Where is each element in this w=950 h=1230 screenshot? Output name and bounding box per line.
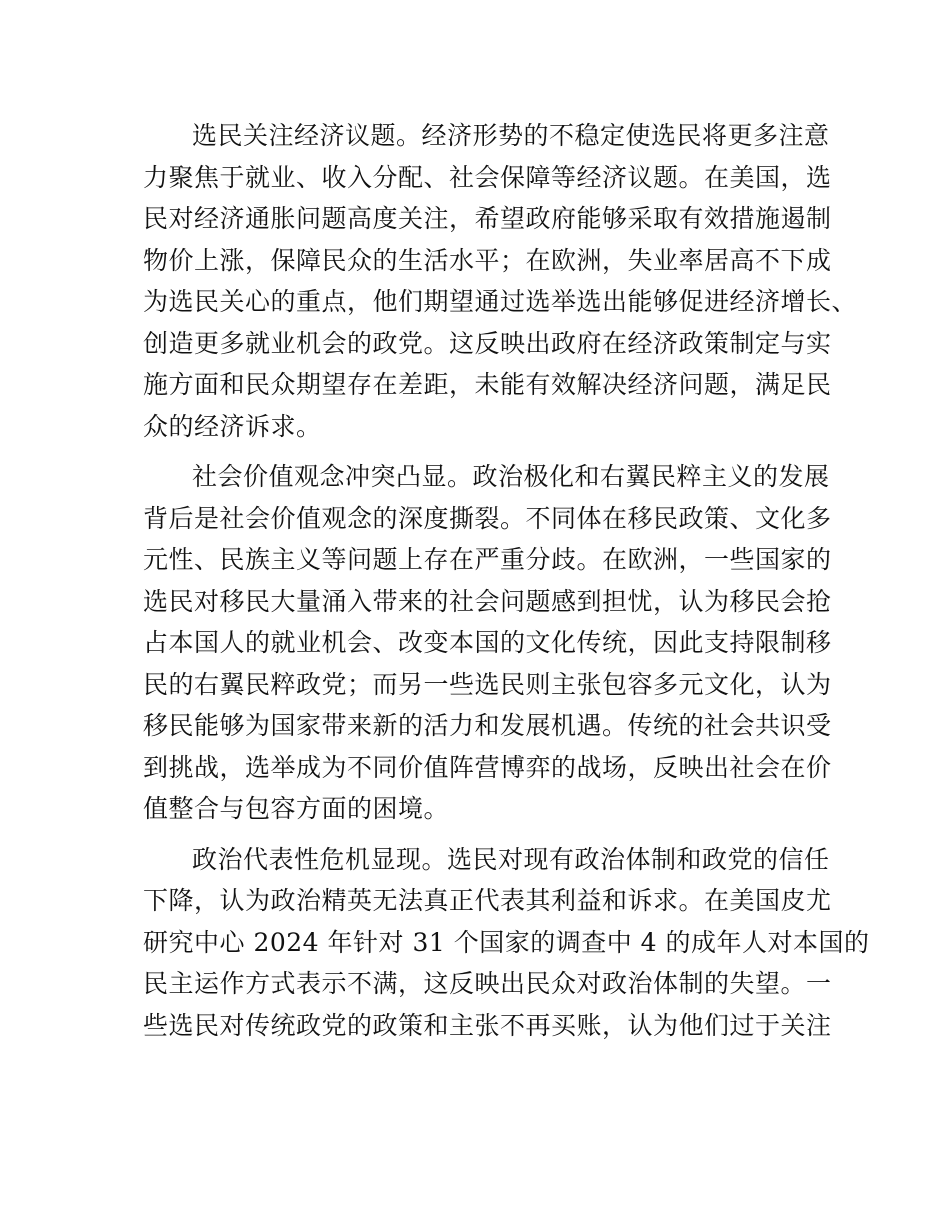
text-line: 选民关注经济议题。经济形势的不稳定使选民将更多注意 — [192, 121, 830, 150]
paragraph-social-values — [143, 456, 832, 830]
text-line: 社会价值观念冲突凸显。政治极化和右翼民粹主义的发展 — [192, 462, 830, 491]
text-line: 元性、民族主义等问题上存在严重分歧。在欧洲，一些国家的 — [143, 545, 832, 574]
text-line: 力聚焦于就业、收入分配、社会保障等经济议题。在美国，选 — [143, 162, 832, 192]
text-line: 选民对移民大量涌入带来的社会问题感到担忧，认为移民会抢 — [143, 586, 832, 616]
text-line: 值整合与包容方面的困境。 — [143, 794, 450, 823]
text-line: 民对经济通胀问题高度关注，希望政府能够采取有效措施遏制 — [143, 204, 832, 233]
text-line: 移民能够为国家带来新的活力和发展机遇。传统的社会共识受 — [143, 711, 832, 740]
text-line: 为选民关心的重点，他们期望通过选举选出能够促进经济增长、 — [143, 287, 858, 316]
paragraph-political-representation — [143, 839, 870, 1047]
text-line: 民的右翼民粹政党；而另一些选民则主张包容多元文化，认为 — [143, 669, 832, 699]
text-line: 众的经济诉求。 — [143, 411, 322, 441]
text-line: 物价上涨，保障民众的生活水平；在欧洲，失业率居高不下成 — [143, 245, 832, 275]
text-line: 下降，认为政治精英无法真正代表其利益和诉求。在美国皮尤 — [143, 886, 832, 915]
text-line: 占本国人的就业机会、改变本国的文化传统，因此支持限制移 — [143, 628, 832, 657]
text-line: 到挑战，选举成为不同价值阵营博弈的战场，反映出社会在价 — [143, 752, 832, 782]
text-line: 背后是社会价值观念的深度撕裂。不同体在移民政策、文化多 — [143, 503, 832, 533]
paragraph-economic-issues — [143, 115, 858, 447]
document-body — [143, 115, 870, 1055]
text-line: 民主运作方式表示不满，这反映出民众对政治体制的失望。一 — [143, 969, 832, 998]
text-line: 政治代表性危机显现。选民对现有政治体制和政党的信任 — [192, 844, 830, 874]
text-line: 施方面和民众期望存在差距，未能有效解决经济问题，满足民 — [143, 370, 832, 399]
text-line: 创造更多就业机会的政党。这反映出政府在经济政策制定与实 — [143, 328, 832, 358]
text-line: 些选民对传统政党的政策和主张不再买账，认为他们过于关注 — [143, 1010, 832, 1040]
text-line: 研究中心 2024 年针对 31 个国家的调查中 4 的成年人对本国的 — [143, 927, 870, 957]
